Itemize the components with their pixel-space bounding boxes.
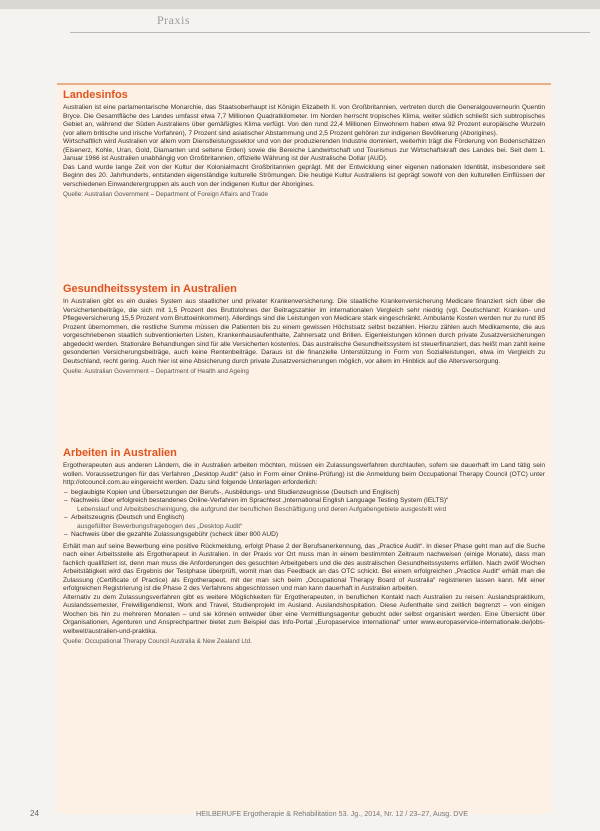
journal-citation: HEILBERUFE Ergotherapie & Rehabilitation 53. Jg., 2014, Nr. 12 / 23–27, Ausg. DVE xyxy=(196,809,469,818)
page-footer xyxy=(0,807,600,825)
arbeiten-source: Quelle: Occupational Therapy Council Australia & New Zealand Ltd. xyxy=(63,638,252,645)
landesinfos-paragraph: Australien ist eine parlamentarische Monarchie, das Staatsoberhaupt ist Königin Elizabeth II. von Großbritannien, vertreten durch die Generalgouverneurin Quentin Bryce. Die Gesamtfläche des Landes umfasst etwa 7,7 Millionen Quadratkilometer. Im Norden herrscht tropisches Klima, weiter südlich schließt sich subtropisches Gebiet an, während der Süden Australiens über gemäßigtes Klima verfügt. Von den rund 22,4 Millionen Einwohnern haben etwa 92 Prozent europäische Wurzeln (vor allem britische und irische Vorfahren), 7 Prozent sind asiatischer Abstammung und 2,5 Prozent gehören zur indigenen Bevölkerung (Aborigines). xyxy=(63,104,545,137)
top-strip xyxy=(0,0,600,9)
bullet-icon: – xyxy=(64,531,68,538)
info-box xyxy=(57,83,551,814)
section-arbeiten xyxy=(63,447,545,647)
requirement-item xyxy=(63,514,545,523)
bullet-icon: – xyxy=(64,514,68,521)
gesundheit-paragraph: In Australien gibt es ein duales System aus staatlicher und privater Krankenversicherung. Die staatliche Krankenversicherung Medicare finanziert sich über die Versichertenbeiträge, die sich mit 1,5 Prozent des Bruttolohnes der Beitragszahler im internationalen Vergleich sehr niedrig (vgl. Deutschland: Kranken- und Pflegeversicherung 15,5 Prozent vom Bruttoeinkommen). Allerdings sind die Leistungen von Medicare stark eingeschränkt. Ambulante Kosten werden nur zu rund 85 Prozent übernommen, die restliche Summe müssen die Patienten bis zu einem gewissen Höchstsatz selbst bezahlen. Hierzu zählen auch Medikamente, die aus vorgeschriebenen staatlich subventionierten Listen, Krankenhausaufenthalte, Zahnersatz und Brillen. Eigenleistungen können durch private Zusatzversicherungen abgedeckt werden. Stationäre Behandlungen sind für alle Versicherten kostenlos. Das australische Gesundheitssystem ist steuerfinanziert, das heißt man zahlt keine gesonderten Versicherungsbeiträge, auch keine Rentenbeiträge. Daraus ist die finanzielle Unterstützung in Form von Sozialleistungen, etwa im Vergleich zu Deutschland, recht gering. Auch hier ist eine Absicherung durch private Zusatzversicherungen möglich, vor allem im Hinblick auf die Altersversorgung. xyxy=(63,298,545,365)
landesinfos-source: Quelle: Australian Government – Department of Foreign Affairs and Trade xyxy=(63,191,268,198)
gesundheit-source: Quelle: Australian Government – Department of Health and Ageing xyxy=(63,368,249,375)
arbeiten-paragraph: Erhält man auf seine Bewerbung eine positive Rückmeldung, erfolgt Phase 2 der Berufsanerkennung, das „Practice Audit“. In dieser Phase geht man auf die Suche nach einer Arbeitsstelle als Ergotherapeut in Australien. In der Praxis vor Ort muss man in einem bestimmten Zeitraum nachweisen (einige Monate), dass man fachlich qualifiziert ist, denn man muss die Anforderungen des gesuchten Arbeitgebers und die des australischen Gesundheitssystems erfüllen. Nach zwölf Wochen Arbeitstätigkeit wird das Ergebnis der Testphase überprüft, womit man das Feedback an das OTC schickt. Bei einem erfolgreichen „Practice Audit“ erhält man die Zulassung (Certificate of Practice) als Ergotherapeut, mit der man sich beim „Occupational Therapy Board of Australia“ registrieren lassen kann. Mit einer erfolgreichen Registrierung ist die Phase 2 des Verfahrens abgeschlossen und man kann dauerhaft in Australien arbeiten. xyxy=(63,542,545,592)
landesinfos-paragraph: Wirtschaftlich wird Australien vor allem vom Dienstleistungssektor und von der produzierenden Industrie dominiert, weiterhin trägt die Förderung von Bodenschätzen (Eisenerz, Kohle, Uran, Gold, Diamanten und seltene Erden) sowie die Bereiche Landwirtschaft und Tourismus zur Wirtschaftskraft des Landes bei. Seit dem 1. Januar 1966 ist Australien unabhängig von Großbritannien, offizielle Währung ist der Australische Dollar (AUD). xyxy=(63,138,545,162)
landesinfos-heading: Landesinfos xyxy=(63,89,128,101)
section-landesinfos xyxy=(63,89,545,200)
bullet-icon: – xyxy=(64,488,68,496)
landesinfos-paragraph: Das Land wurde lange Zeit von der Kultur der Kolonialmacht Großbritannien geprägt. Mit der Entwicklung einer eigenen nationalen Identität, insbesondere seit Beginn des 20. Jahrhunderts, entstanden eigenständige kulturelle Strömungen. Die heutige Kultur Australiens ist geprägt sowohl von den kulturellen Einflüssen der verschiedenen Einwanderergruppen als auch von der indigenen Kultur der Aborigines. xyxy=(63,163,545,188)
page-number: 24 xyxy=(30,809,39,818)
requirements-list xyxy=(63,489,545,540)
arbeiten-heading: Arbeiten in Australien xyxy=(63,447,177,459)
header-rule xyxy=(70,32,590,33)
requirement-item xyxy=(63,523,545,532)
section-label: Praxis xyxy=(157,13,190,27)
requirement-item xyxy=(63,531,545,540)
requirement-text: Nachweis über erfolgreich bestandenes Online-Verfahren im Sprachtest „International English Language Testing System (IELTS)“ xyxy=(71,497,449,504)
requirement-item xyxy=(63,489,545,498)
bullet-icon: – xyxy=(64,497,68,504)
arbeiten-intro: Ergotherapeuten aus anderen Ländern, die in Australien arbeiten möchten, müssen ein Zulassungsverfahren durchlaufen, sofern sie dauerhaft im Land tätig sein wollen. Voraussetzungen für das Verfahren „Desktop Audit“ (also in Form einer Online-Prüfung) ist die Anmeldung beim Occupational Therapy Council (OTC) unter http://otcouncil.com.au eingereicht werden. Dazu sind folgende Unterlagen erforderlich: xyxy=(63,462,545,486)
requirement-item xyxy=(63,497,545,506)
requirement-item xyxy=(63,506,545,515)
requirement-text: Lebenslauf und Arbeitsbescheinigung, die aufgrund der beruflichen Beschäftigung und deren Aufgabengebiete ausgestellt wird xyxy=(77,505,447,513)
arbeiten-paragraph: Alternativ zu dem Zulassungsverfahren gibt es weitere Möglichkeiten für Ergotherapeuten, in beruflichen Kontakt nach Australien zu reisen: Auslandspraktikum, Auslandssemester, Freiwilligendienst, Work and Travel, Studienprojekt im Ausland. Auslandshospitation. Diese Aufenthalte sind zeitlich begrenzt – von einigen Wochen bis hin zu mehreren Monaten – und sie können entweder über eine Vermittlungsagentur gebucht oder selbst organisiert werden. Eine Übersicht über Organisationen, Agenturen und Ansprechpartner bietet zum Beispiel das Info-Portal „Europaservice international“ unter www.europaservice-internationale.de/jobs-weltweit/australien-und-praktika. xyxy=(63,593,545,635)
requirement-text: beglaubigte Kopien und Übersetzungen der Berufs-, Ausbildungs- und Studienzeugnisse (Deutsch und Englisch) xyxy=(71,488,400,496)
section-gesundheitssystem xyxy=(63,283,545,377)
requirement-text: Nachweis über die gezahlte Zulassungsgebühr (scheck über 800 AUD) xyxy=(71,531,279,538)
requirement-text: ausgefüllter Bewerbungsfragebogen des „Desktop Audit“ xyxy=(77,522,243,530)
gesundheit-heading: Gesundheitssystem in Australien xyxy=(63,283,237,295)
requirement-text: Arbeitszeugnis (Deutsch und Englisch) xyxy=(71,514,185,521)
